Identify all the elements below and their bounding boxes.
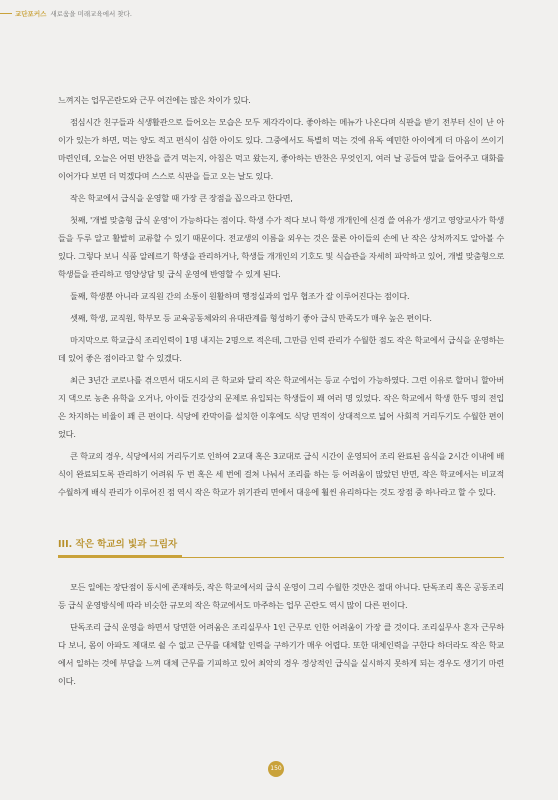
paragraph: 큰 학교의 경우, 식당에서의 거리두기로 인하여 2교대 혹은 3교대로 급식 시간이 운영되어 조리 완료된 음식을 2시간 이내에 배식이 완료되도록 관리하기 어려워 두 번 혹은 세 번에 걸쳐 나눠서 조리를 하는 등 어려움이 많았던 반면, 작은 학교에서는 비교적 수월하게 배식 관리가 이루어진 점 역시 작은 학교가 위기관리 면에서 대응에 훨씬 유리하다는 것도 장점 중 하나라고 할 수 있다. [58, 451, 504, 497]
header-subtitle: 새로움을 미래교육에서 찾다. [50, 9, 132, 18]
paragraph: 둘째, 학생뿐 아니라 교직원 간의 소통이 원활하며 행정실과의 업무 협조가 잘 이루어진다는 점이다. [70, 291, 410, 301]
page-number-badge: 150 [268, 761, 284, 777]
section-title: III. 작은 학교의 빛과 그림자 [58, 539, 178, 550]
paragraph: 점심시간 친구들과 식생활관으로 들어오는 모습은 모두 제각각이다. 좋아하는 메뉴가 나온다며 식판을 받기 전부터 신이 난 아이가 있는가 하면, 먹는 양도 적고 편식이 심한 아이도 있다. 그중에서도 특별히 먹는 것에 유독 예민한 아이에게 더 마음이 쓰이기 마련인데, 오늘은 어떤 반찬을 즐겨 먹는지, 아침은 먹고 왔는지, 좋아하는 반찬은 무엇인지, 여러 날 공들여 말을 들어주고 대화를 이어가다 보면 더 먹겠다며 스스로 식판을 들고 오는 날도 있다. [58, 117, 504, 181]
section-heading [58, 537, 504, 558]
header-rule [0, 13, 12, 14]
running-header [0, 6, 132, 20]
paragraph: 모든 일에는 장단점이 동시에 존재하듯, 작은 학교에서의 급식 운영이 그리 수월한 것만은 절대 아니다. 단독조리 혹은 공동조리 등 급식 운영방식에 따라 비슷한 규모의 작은 학교에서도 마주하는 업무 곤란도 역시 많이 다른 편이다. [58, 582, 504, 610]
paragraph: 셋째, 학생, 교직원, 학부모 등 교육공동체와의 유대관계를 형성하기 좋아 급식 만족도가 매우 높은 편이다. [70, 313, 432, 323]
paragraph: 최근 3년간 코로나를 겪으면서 대도시의 큰 학교와 달리 작은 학교에서는 등교 수업이 가능하였다. 그런 이유로 할머니 할아버지 댁으로 농촌 유학을 오거나, 아이들 건강상의 문제로 유입되는 학생들이 꽤 여러 명 있었다. 작은 학교에서 학생 한두 명의 전입은 차지하는 비율이 꽤 큰 편이다. 식당에 칸막이를 설치한 이후에도 식당 면적이 상대적으로 넓어 사회적 거리두기도 수월한 편이었다. [58, 375, 504, 439]
paragraph: 마지막으로 학교급식 조리인력이 1명 내지는 2명으로 적은데, 그만큼 인력 관리가 수월한 점도 작은 학교에서 급식을 운영하는 데 있어 좋은 점이라고 할 수 있겠다. [58, 335, 504, 363]
paragraph: 작은 학교에서 급식을 운영할 때 가장 큰 장점을 꼽으라고 한다면, [70, 193, 293, 203]
paragraph: 느껴지는 업무곤란도와 근무 여건에는 많은 차이가 있다. [58, 95, 251, 105]
header-brand: 교단포커스 [15, 9, 47, 18]
paragraph: 첫째, '개별 맞춤형 급식 운영'이 가능하다는 점이다. 학생 수가 적다 보니 학생 개개인에 신경 쓸 여유가 생기고 영양교사가 학생들을 두루 알고 활발히 교류할 수 있기 때문이다. 전교생의 이름을 외우는 것은 물론 아이들의 손에 난 작은 상처까지도 알아볼 수 있다. 그렇다 보니 식품 알레르기 학생을 관리하거나, 학생들 개개인의 기호도 및 식습관을 자세히 파악하고 있어, 개별 맞춤형으로 학생들을 관리하고 영양상담 및 급식 운영에 반영할 수 있게 된다. [58, 215, 505, 279]
paragraph: 단독조리 급식 운영을 하면서 당면한 어려움은 조리실무사 1인 근무로 인한 어려움이 가장 클 것이다. 조리실무사 혼자 근무하다 보니, 몸이 아파도 제대로 쉴 수 없고 근무를 대체할 인력을 구하기가 매우 어렵다. 또한 대체인력을 구한다 하더라도 작은 학교에서 일하는 것에 부담을 느껴 대체 근무를 기피하고 있어 최악의 경우 정상적인 급식을 실시하지 못하게 되는 경우도 생기기 마련이다. [58, 622, 504, 686]
section-underline-accent [58, 555, 182, 558]
article-body [58, 91, 504, 694]
